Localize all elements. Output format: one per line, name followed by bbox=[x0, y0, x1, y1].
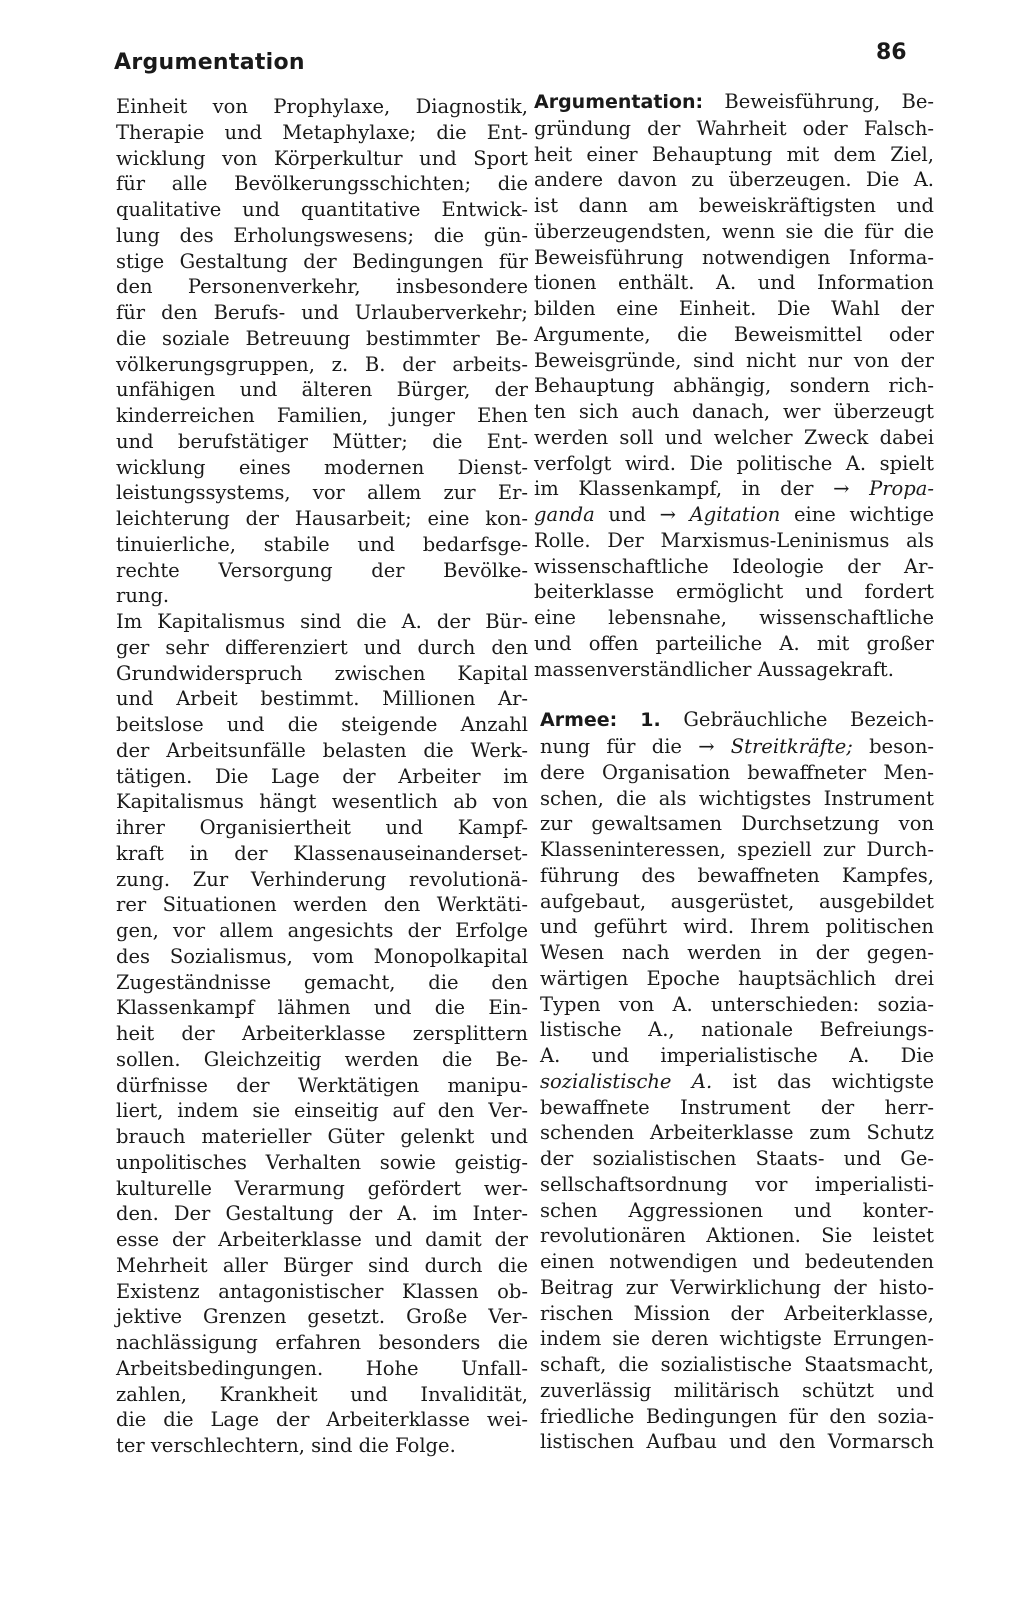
right-column bbox=[534, 89, 934, 1455]
text-line: und geführt wird. Ihrem politischen bbox=[540, 915, 934, 939]
text-line: Wesen nach werden in der gegen- bbox=[540, 941, 934, 964]
text-line: wicklung von Körperkultur und Sport bbox=[116, 146, 528, 170]
text-line: tinuierliche, stabile und bedarfsge- bbox=[116, 532, 528, 556]
text-line: für alle Bevölkerungsschichten; die bbox=[116, 172, 528, 196]
text-line: Kapitalismus hängt wesentlich ab von bbox=[116, 790, 528, 814]
text-line: tionen enthält. A. und Information bbox=[534, 271, 934, 295]
text-line: rischen Mission der Arbeiterklasse, bbox=[540, 1301, 934, 1325]
text-line: nung für die → Streitkräfte; beson- bbox=[540, 735, 934, 758]
text-line: rechte Versorgung der Bevölke- bbox=[116, 558, 528, 582]
text-line: Klasseninteressen, speziell zur Durch- bbox=[540, 838, 934, 861]
text-line: und berufstätiger Mütter; die Ent- bbox=[116, 429, 528, 453]
text-line: ihrer Organisiertheit und Kampf- bbox=[116, 816, 528, 839]
text-line: andere davon zu überzeugen. Die A. bbox=[534, 168, 934, 192]
text-line: der Arbeitsunfälle belasten die Werk- bbox=[116, 738, 528, 762]
text-line: gründung der Wahrheit oder Falsch- bbox=[534, 116, 934, 140]
text-line: schenden Arbeiterklasse zum Schutz bbox=[540, 1121, 934, 1145]
entry-gap bbox=[534, 682, 934, 707]
text-line: ter verschlechtern, sind die Folge. bbox=[116, 1434, 456, 1457]
text-line: kinderreichen Familien, junger Ehen bbox=[116, 404, 528, 427]
text-line: A. und imperialistische A. Die bbox=[540, 1044, 934, 1067]
text-line: revolutionären Aktionen. Sie leistet bbox=[540, 1224, 934, 1248]
text-line: der sozialistischen Staats- und Ge- bbox=[540, 1147, 934, 1170]
text-line: rer Situationen werden den Werktäti- bbox=[116, 893, 528, 917]
text-line: ten sich auch danach, wer überzeugt bbox=[534, 400, 934, 423]
text-line: listischen Aufbau und den Vormarsch bbox=[540, 1430, 934, 1454]
text-line: kulturelle Verarmung gefördert wer- bbox=[116, 1176, 528, 1200]
text-line: nachlässigung erfahren besonders die bbox=[116, 1331, 528, 1354]
entry-term-argumentation: Argumentation: bbox=[534, 91, 704, 113]
text-line: heit der Arbeiterklasse zersplittern bbox=[116, 1022, 528, 1045]
text-line: Behauptung abhängig, sondern rich- bbox=[534, 374, 934, 398]
entry-armee bbox=[540, 707, 934, 1455]
text-line: liert, indem sie einseitig auf den Ver- bbox=[116, 1099, 528, 1123]
text-line: überzeugendsten, wenn sie die für die bbox=[534, 219, 934, 243]
text-line: Beweisführung notwendigen Informa- bbox=[534, 245, 934, 269]
text-line: jektive Grenzen gesetzt. Große Ver- bbox=[116, 1305, 528, 1329]
text-line: Mehrheit aller Bürger sind durch die bbox=[116, 1253, 528, 1277]
text-line: Beitrag zur Verwirklichung der histo- bbox=[540, 1275, 934, 1299]
text-line: verfolgt wird. Die politische A. spielt bbox=[534, 451, 934, 475]
left-column bbox=[116, 94, 528, 1459]
text-line: einen notwendigen und bedeutenden bbox=[540, 1250, 934, 1273]
text-line: und offen parteiliche A. mit großer bbox=[534, 631, 934, 655]
text-line: Rolle. Der Marxismus-Leninismus als bbox=[534, 528, 934, 552]
text-line: des Sozialismus, vom Monopolkapital bbox=[116, 944, 528, 968]
cross-reference-streitkraefte: Streitkräfte; bbox=[730, 735, 853, 758]
entry-body-b bbox=[540, 1095, 934, 1456]
text-line: Grundwiderspruch zwischen Kapital bbox=[116, 661, 528, 685]
text-line: den Personenverkehr, insbesondere bbox=[116, 275, 528, 299]
text-line: zuverlässig militärisch schützt und bbox=[540, 1378, 934, 1402]
text-line: wärtigen Epoche hauptsächlich drei bbox=[540, 966, 934, 990]
text-line: zahlen, Krankheit und Invalidität, bbox=[116, 1382, 528, 1406]
text-line: brauch materieller Güter gelenkt und bbox=[116, 1125, 528, 1148]
text-line: und Arbeit bestimmt. Millionen Ar- bbox=[116, 687, 528, 711]
cross-reference-agitation: Agitation bbox=[689, 503, 781, 526]
cross-reference-propaganda-end: ganda bbox=[534, 503, 595, 526]
text-line: ist dann am beweiskräftigsten und bbox=[534, 194, 934, 217]
text-line: unfähigen und älteren Bürger, der bbox=[116, 378, 528, 402]
entry-term-armee: Armee: 1. bbox=[540, 709, 661, 732]
text-line: lung des Erholungswesens; die gün- bbox=[116, 223, 528, 247]
text-line: indem sie deren wichtigste Errungen- bbox=[540, 1327, 934, 1351]
text-line: im Klassenkampf, in der → Propa- bbox=[534, 477, 934, 501]
text-line: gen, vor allem angesichts der Erfolge bbox=[116, 919, 528, 942]
text-line: eine lebensnahe, wissenschaftliche bbox=[534, 606, 934, 629]
text-line: zung. Zur Verhinderung revolutionä- bbox=[116, 867, 528, 891]
text-line: stige Gestaltung der Bedingungen für bbox=[116, 249, 528, 273]
text-line: bilden eine Einheit. Die Wahl der bbox=[534, 297, 934, 320]
text-line: die soziale Betreuung bestimmter Be- bbox=[116, 326, 528, 350]
text-line: tätigen. Die Lage der Arbeiter im bbox=[116, 764, 528, 788]
text-line: wissenschaftliche Ideologie der Ar- bbox=[534, 554, 934, 578]
entry-body-a bbox=[540, 760, 934, 1069]
text-line: esse der Arbeiterklasse und damit der bbox=[116, 1228, 528, 1251]
text-line: Klassenkampf lähmen und die Ein- bbox=[116, 996, 528, 1020]
text-line: führung des bewaffneten Kampfes, bbox=[540, 863, 934, 887]
text-line: die die Lage der Arbeiterklasse wei- bbox=[116, 1408, 528, 1432]
text-line: wicklung eines modernen Dienst- bbox=[116, 455, 528, 479]
text-line: friedliche Bedingungen für den sozia- bbox=[540, 1404, 934, 1428]
text-line: völkerungsgruppen, z. B. der arbeits- bbox=[116, 352, 528, 376]
text-line: Arbeitsbedingungen. Hohe Unfall- bbox=[116, 1356, 528, 1380]
text-line: dere Organisation bewaffneter Men- bbox=[540, 760, 934, 784]
text-line: für den Berufs- und Urlauberverkehr; bbox=[116, 301, 528, 324]
text-line: sellschaftsordnung vor imperialisti- bbox=[540, 1172, 934, 1196]
text-line: leichterung der Hausarbeit; eine kon- bbox=[116, 507, 528, 530]
text-line: ganda und → Agitation eine wichtige bbox=[534, 503, 934, 526]
emphasis-sozialistische-armee: sozialistische A. bbox=[540, 1069, 713, 1093]
text-line: Zugeständnisse gemacht, die den bbox=[116, 970, 528, 994]
text-line: leistungssystems, vor allem zur Er- bbox=[116, 481, 528, 505]
page-number: 86 bbox=[876, 40, 907, 65]
entry-first-line: Armee: 1. Gebräuchliche Bezeich- bbox=[540, 708, 935, 732]
text-line: listische A., nationale Befreiungs- bbox=[540, 1018, 934, 1042]
entry-body-a bbox=[534, 116, 934, 477]
text-line: kraft in der Klassenauseinanderset- bbox=[116, 841, 528, 865]
text-line: ger sehr differenziert und durch den bbox=[116, 635, 528, 659]
text-line: beitslose und die steigende Anzahl bbox=[116, 713, 528, 736]
text-line: schen Aggressionen und konter- bbox=[540, 1198, 934, 1222]
text-line: Therapie und Metaphylaxe; die Ent- bbox=[116, 120, 528, 144]
text-line: bewaffnete Instrument der herr- bbox=[540, 1095, 934, 1119]
text-line: schen, die als wichtigstes Instrument bbox=[540, 786, 934, 810]
text-line-last: massenverständlicher Aussagekraft. bbox=[534, 657, 894, 681]
text-line: Beweisgründe, sind nicht nur von der bbox=[534, 348, 934, 372]
text-line: Im Kapitalismus sind die A. der Bür- bbox=[116, 610, 528, 633]
text-line: zur gewaltsamen Durchsetzung von bbox=[540, 812, 934, 836]
text-line: rung. bbox=[116, 584, 170, 608]
entry-argumentation bbox=[534, 89, 934, 682]
text-line: Existenz antagonistischer Klassen ob- bbox=[116, 1279, 528, 1303]
text-line: beiterklasse ermöglicht und fordert bbox=[534, 580, 934, 604]
text-line: unpolitisches Verhalten sowie geistig- bbox=[116, 1150, 528, 1174]
text-line: werden soll und welcher Zweck dabei bbox=[534, 425, 934, 449]
entry-first-line: Argumentation: Beweisführung, Be- bbox=[534, 90, 934, 113]
entry-body-b bbox=[534, 528, 934, 657]
text-line: heit einer Behauptung mit dem Ziel, bbox=[534, 142, 934, 166]
text-line: dürfnisse der Werktätigen manipu- bbox=[116, 1073, 528, 1097]
text-line: schaft, die sozialistische Staatsmacht, bbox=[540, 1353, 934, 1376]
text-line: Argumente, die Beweismittel oder bbox=[534, 322, 934, 346]
text-line: sollen. Gleichzeitig werden die Be- bbox=[116, 1047, 528, 1071]
text-line: aufgebaut, ausgerüstet, ausgebildet bbox=[540, 889, 934, 913]
text-line: qualitative und quantitative Entwick- bbox=[116, 198, 528, 221]
running-head: Argumentation bbox=[114, 50, 305, 75]
text-line: sozialistische A. ist das wichtigste bbox=[540, 1069, 934, 1093]
text-line: Typen von A. unterschieden: sozia- bbox=[540, 992, 934, 1016]
cross-reference-propaganda: Propa- bbox=[869, 477, 934, 501]
text-line: Einheit von Prophylaxe, Diagnostik, bbox=[116, 95, 528, 118]
text-line: den. Der Gestaltung der A. im Inter- bbox=[116, 1202, 528, 1226]
